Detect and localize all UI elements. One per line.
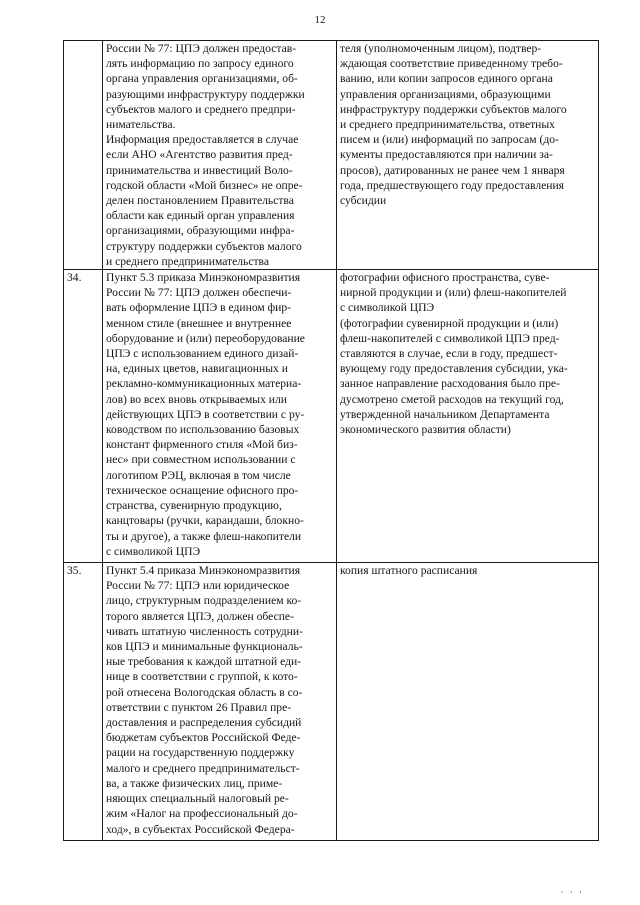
table-row [64, 41, 599, 270]
document-cell: теля (уполномоченным лицом), подтвер- ждающая соответствие приведенному требо- ванию, или копии запросов единого органа управления организациями, образующими инфраструктуру поддержки субъектов малого и среднего предпринимательства, ответных писем и (или) информаций по запросам (до- кументы предоставляются при наличии за- просов), датированных не ранее чем 1 января года, предшествующего году предоставления субсидии [337, 41, 599, 270]
document-cell: фотографии офисного пространства, суве- нирной продукции и (или) флеш-накопителей с символикой ЦПЭ (фотографии сувенирной продукции и (или) флеш-накопителей с символикой ЦПЭ пред- ставляются в случае, если в году, предшест- вующему году предоставления субсидии, ука- занное направление расходования было пре- дусмотрено сметой расходов на текущий год, утвержденной начальником Департамента экономического развития области) [337, 270, 599, 563]
requirements-table [63, 40, 599, 841]
requirement-cell: Пункт 5.4 приказа Минэкономразвития России № 77: ЦПЭ или юридическое лицо, структурным подразделением ко- торого является ЦПЭ, должен обеспе- чивать штатную численность сотрудни- ков ЦПЭ и минимальные функциональ- ные требования к каждой штатной еди- нице в соответствии с группой, к кото- рой отнесена Вологодская область в со- ответствии с пунктом 26 Правил пре- доставления и распределения субсидий бюджетам субъектов Российской Феде- рации на государственную поддержку малого и среднего предпринимательст- ва, а также физических лиц, приме- няющих специальный налоговый ре- жим «Налог на профессиональный до- ход», в субъектах Российской Федера- [103, 563, 337, 841]
row-number: 34. [64, 270, 103, 563]
table-row [64, 563, 599, 841]
scan-mark: · · · [560, 887, 584, 897]
requirement-cell: Пункт 5.3 приказа Минэкономразвития России № 77: ЦПЭ должен обеспечи- вать оформление ЦПЭ в едином фир- менном стиле (внешнее и внутреннее оборудование и (или) переоборудование ЦПЭ с использованием единого дизай- на, единых цветов, навигационных и рекламно-коммуникационных материа- лов) во всех вновь открываемых или действующих ЦПЭ в соответствии с ру- ководством по использованию базовых констант фирменного стиля «Мой биз- нес» при совместном использовании с логотипом РЭЦ, включая в том числе техническое оснащение офисного про- странства, сувенирную продукцию, канцтовары (ручки, карандаши, блокно- ты и другое), а также флеш-накопители с символикой ЦПЭ [103, 270, 337, 563]
table-row [64, 270, 599, 563]
row-number: 35. [64, 563, 103, 841]
requirement-cell: России № 77: ЦПЭ должен предостав- лять информацию по запросу единого органа управления организациями, об- разующими инфраструктуру поддержки субъектов малого и среднего предпри- нимательства. Информация предоставляется в случае если АНО «Агентство развития пред- принимательства и инвестиций Воло- годской области «Мой бизнес» не опре- делен постановлением Правительства области как единый орган управления организациями, образующими инфра- структуру поддержки субъектов малого и среднего предпринимательства [103, 41, 337, 270]
page-number: 12 [314, 14, 326, 26]
row-number [64, 41, 103, 270]
document-cell: копия штатного расписания [337, 563, 599, 841]
